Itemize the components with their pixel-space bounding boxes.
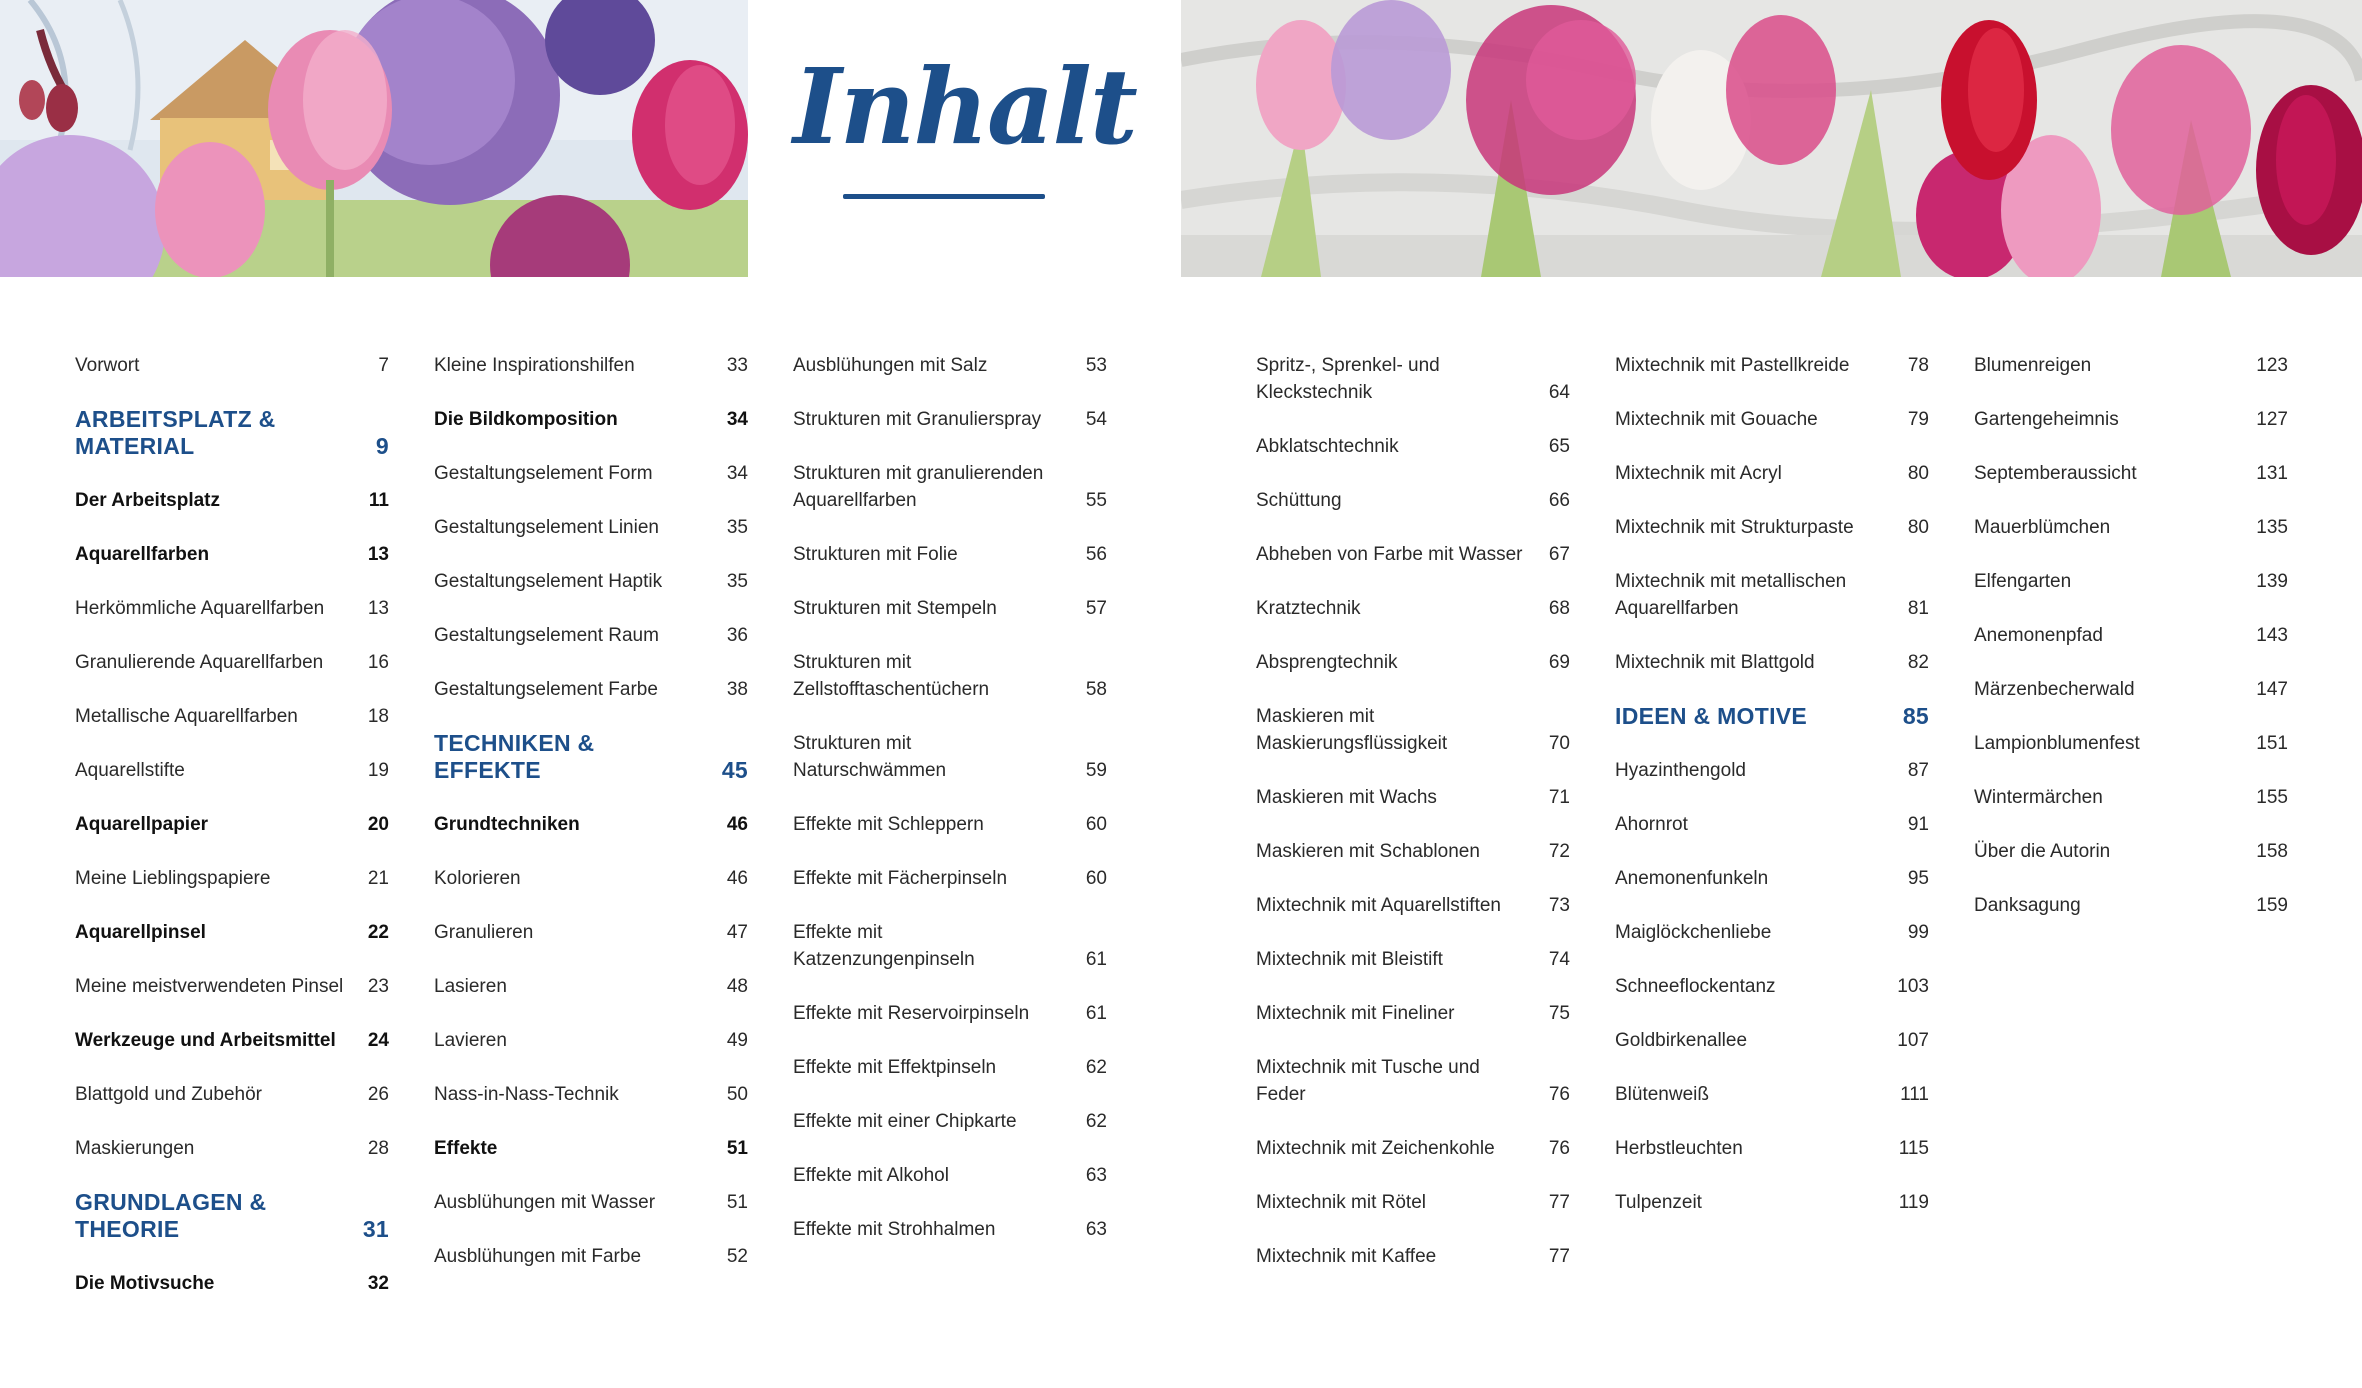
toc-entry [1256, 1000, 1570, 1027]
toc-entry-title: Aquarellpapier [75, 814, 209, 835]
toc-entry-title: Gestaltungselement Raum [434, 625, 659, 646]
toc-entry [434, 1027, 748, 1054]
toc-entry-page: 49 [726, 1030, 748, 1051]
toc-column-3 [793, 352, 1107, 1270]
toc-entry-title: Effekte mit Effektpinseln [793, 1057, 997, 1078]
toc-entry [1256, 541, 1570, 568]
toc-entry-title: Herbstleuchten [1615, 1138, 1743, 1159]
toc-entry [1615, 352, 1929, 379]
toc-entry-title: Danksagung [1974, 895, 2081, 916]
toc-entry-page: 36 [726, 625, 748, 646]
toc-entry [75, 649, 389, 676]
toc-entry [434, 676, 748, 703]
toc-entry-title: Effekte mit Katzenzungenpinseln [793, 922, 975, 970]
toc-entry [1256, 892, 1570, 919]
toc-entry-page: 73 [1548, 895, 1570, 916]
toc-entry [1974, 406, 2288, 433]
toc-entry-title: Anemonenfunkeln [1615, 868, 1769, 889]
toc-entry-page: 19 [367, 760, 389, 781]
toc-entry-page: 48 [726, 976, 748, 997]
toc-entry-title: Strukturen mit Stempeln [793, 598, 997, 619]
toc-entry-page: 23 [367, 976, 389, 997]
toc-entry-title: Kratztechnik [1256, 598, 1361, 619]
toc-entry [1615, 649, 1929, 676]
toc-entry-title: Lasieren [434, 976, 507, 997]
toc-entry-page: 59 [1085, 760, 1107, 781]
toc-entry-title: Gestaltungselement Linien [434, 517, 659, 538]
toc-entry-page: 135 [2256, 517, 2288, 538]
toc-entry-page: 159 [2256, 895, 2288, 916]
toc-entry-title: Ausblühungen mit Farbe [434, 1246, 642, 1267]
toc-entry [1974, 838, 2288, 865]
toc-entry [793, 352, 1107, 379]
toc-entry-page: 52 [726, 1246, 748, 1267]
toc-entry [75, 1081, 389, 1108]
toc-entry-page: 46 [726, 868, 748, 889]
toc-entry-page: 31 [362, 1216, 389, 1242]
toc-entry-page: 158 [2256, 841, 2288, 862]
toc-entry-page: 24 [367, 1030, 389, 1051]
toc-entry-page: 66 [1548, 490, 1570, 511]
toc-entry [793, 595, 1107, 622]
toc-entry-page: 18 [367, 706, 389, 727]
toc-entry-title: Schüttung [1256, 490, 1342, 511]
toc-entry-page: 131 [2256, 463, 2288, 484]
toc-column-6 [1974, 352, 2288, 946]
toc-entry-page: 72 [1548, 841, 1570, 862]
flower-illustration-right [1181, 0, 2362, 277]
toc-entry-page: 56 [1085, 544, 1107, 565]
toc-entry [793, 919, 1107, 973]
toc-entry-title: Meine Lieblingspapiere [75, 868, 271, 889]
toc-entry [434, 973, 748, 1000]
toc-entry [434, 352, 748, 379]
toc-entry-title: Mixtechnik mit Acryl [1615, 463, 1782, 484]
toc-entry-page: 95 [1907, 868, 1929, 889]
toc-entry-page: 34 [726, 463, 748, 484]
toc-entry-title: Mauerblümchen [1974, 517, 2111, 538]
toc-entry [75, 865, 389, 892]
toc-entry-title: Mixtechnik mit Kaffee [1256, 1246, 1437, 1267]
toc-entry-title: Abheben von Farbe mit Wasser [1256, 544, 1523, 565]
toc-entry-page: 60 [1085, 868, 1107, 889]
toc-entry-page: 63 [1085, 1219, 1107, 1240]
toc-entry-page: 60 [1085, 814, 1107, 835]
toc-entry [1974, 460, 2288, 487]
toc-entry [793, 1162, 1107, 1189]
toc-entry-title: Gartengeheimnis [1974, 409, 2119, 430]
toc-entry [1256, 946, 1570, 973]
toc-entry [1256, 1054, 1570, 1108]
toc-entry-page: 119 [1898, 1192, 1929, 1213]
toc-entry-title: Der Arbeitsplatz [75, 490, 220, 511]
toc-entry-page: 65 [1548, 436, 1570, 457]
toc-entry [1256, 433, 1570, 460]
toc-entry [1615, 811, 1929, 838]
toc-entry-page: 61 [1085, 1003, 1107, 1024]
toc-entry-page: 74 [1548, 949, 1570, 970]
toc-entry-page: 62 [1085, 1111, 1107, 1132]
toc-entry-page: 57 [1085, 598, 1107, 619]
toc-entry [1974, 676, 2288, 703]
toc-entry-title: Effekte mit Fächerpinseln [793, 868, 1008, 889]
toc-entry-page: 61 [1085, 949, 1107, 970]
toc-entry-page: 26 [367, 1084, 389, 1105]
toc-entry-page: 91 [1907, 814, 1929, 835]
toc-entry-page: 47 [726, 922, 748, 943]
toc-entry-page: 58 [1085, 679, 1107, 700]
toc-entry [75, 1270, 389, 1297]
toc-entry-title: Metallische Aquarellfarben [75, 706, 298, 727]
title-underline [843, 194, 1045, 199]
toc-entry [75, 1135, 389, 1162]
toc-entry-page: 35 [726, 571, 748, 592]
toc-entry [75, 487, 389, 514]
toc-entry-title: Strukturen mit granulierenden Aquarellfarben [793, 463, 1044, 511]
toc-entry-title: IDEEN & MOTIVE [1615, 703, 1808, 729]
toc-entry-title: Über die Autorin [1974, 841, 2111, 862]
toc-entry-title: Strukturen mit Zellstofftaschentüchern [793, 652, 990, 700]
toc-entry-title: Maiglöckchenliebe [1615, 922, 1772, 943]
toc-entry-title: Aquarellstifte [75, 760, 185, 781]
toc-entry-title: Blattgold und Zubehör [75, 1084, 262, 1105]
toc-entry-page: 77 [1548, 1246, 1570, 1267]
toc-entry-title: Lavieren [434, 1030, 507, 1051]
toc-entry [793, 1000, 1107, 1027]
flower-illustration-left [0, 0, 748, 277]
toc-entry-page: 55 [1085, 490, 1107, 511]
toc-entry [1256, 352, 1570, 406]
toc-entry-page: 51 [726, 1138, 748, 1159]
toc-entry-page: 79 [1907, 409, 1929, 430]
toc-entry-page: 46 [726, 814, 748, 835]
toc-entry-title: Blumenreigen [1974, 355, 2092, 376]
toc-entry-title: Effekte mit Reservoirpinseln [793, 1003, 1030, 1024]
toc-entry [1974, 622, 2288, 649]
toc-entry-page: 9 [375, 433, 389, 459]
toc-entry-title: Mixtechnik mit Fineliner [1256, 1003, 1455, 1024]
toc-entry-page: 143 [2256, 625, 2288, 646]
toc-entry [1615, 460, 1929, 487]
toc-entry-title: Mixtechnik mit Gouache [1615, 409, 1818, 430]
toc-entry [75, 541, 389, 568]
toc-entry-title: Mixtechnik mit Tusche und Feder [1256, 1057, 1480, 1105]
toc-entry-title: Lampionblumenfest [1974, 733, 2140, 754]
toc-entry-title: Maskierungen [75, 1138, 195, 1159]
toc-entry-page: 76 [1548, 1138, 1570, 1159]
toc-entry [434, 622, 748, 649]
toc-entry-title: Goldbirkenallee [1615, 1030, 1748, 1051]
toc-entry [75, 973, 389, 1000]
toc-entry-title: Herkömmliche Aquarellfarben [75, 598, 325, 619]
toc-entry-page: 33 [726, 355, 748, 376]
toc-section-heading [434, 730, 748, 784]
toc-entry-page: 123 [2256, 355, 2288, 376]
header-illustration-right [1181, 0, 2362, 277]
toc-section-heading [75, 1189, 389, 1243]
toc-entry-page: 63 [1085, 1165, 1107, 1186]
toc-entry-title: Gestaltungselement Haptik [434, 571, 663, 592]
toc-entry-page: 64 [1548, 382, 1570, 403]
toc-entry-title: Mixtechnik mit Bleistift [1256, 949, 1443, 970]
toc-entry-page: 155 [2256, 787, 2288, 808]
toc-entry [434, 919, 748, 946]
toc-entry-title: Nass-in-Nass-Technik [434, 1084, 619, 1105]
toc-entry [75, 703, 389, 730]
toc-entry-page: 70 [1548, 733, 1570, 754]
toc-entry [1615, 406, 1929, 433]
toc-entry-page: 32 [367, 1273, 389, 1294]
toc-entry-page: 76 [1548, 1084, 1570, 1105]
toc-entry-title: Maskieren mit Schablonen [1256, 841, 1480, 862]
toc-entry-title: Strukturen mit Naturschwämmen [793, 733, 947, 781]
toc-entry-page: 127 [2256, 409, 2288, 430]
toc-entry-page: 68 [1548, 598, 1570, 619]
toc-entry [1256, 595, 1570, 622]
toc-entry-page: 85 [1902, 703, 1929, 729]
toc-entry-title: Anemonenpfad [1974, 625, 2103, 646]
toc-entry [75, 919, 389, 946]
toc-entry-title: Mixtechnik mit Pastellkreide [1615, 355, 1850, 376]
toc-entry-title: Die Motivsuche [75, 1273, 215, 1294]
toc-entry-page: 34 [726, 409, 748, 430]
toc-entry [75, 352, 389, 379]
toc-entry-title: Ahornrot [1615, 814, 1688, 835]
toc-entry-title: Elfengarten [1974, 571, 2072, 592]
toc-entry-title: Mixtechnik mit metallischen Aquarellfarben [1615, 571, 1847, 619]
toc-entry [1256, 1243, 1570, 1270]
toc-entry-page: 103 [1897, 976, 1929, 997]
toc-entry-title: Aquarellpinsel [75, 922, 206, 943]
toc-entry [434, 1081, 748, 1108]
toc-entry-title: Grundtechniken [434, 814, 580, 835]
toc-entry-title: Ausblühungen mit Salz [793, 355, 988, 376]
toc-entry-page: 75 [1548, 1003, 1570, 1024]
header-illustration-left [0, 0, 748, 277]
toc-entry-page: 11 [368, 490, 389, 511]
toc-entry [1256, 784, 1570, 811]
toc-entry-title: Ausblühungen mit Wasser [434, 1192, 656, 1213]
toc-entry [1256, 487, 1570, 514]
toc-entry [1615, 973, 1929, 1000]
toc-entry-title: Märzenbecherwald [1974, 679, 2135, 700]
toc-column-2 [434, 352, 748, 1297]
toc-entry [1615, 919, 1929, 946]
toc-entry-title: Blütenweiß [1615, 1084, 1709, 1105]
toc-entry-page: 21 [367, 868, 389, 889]
toc-entry [1974, 892, 2288, 919]
toc-entry-page: 35 [726, 517, 748, 538]
toc-entry-page: 111 [1900, 1084, 1929, 1105]
toc-entry-title: Effekte mit einer Chipkarte [793, 1111, 1017, 1132]
toc-entry-page: 45 [721, 757, 748, 783]
toc-entry-title: Schneeflockentanz [1615, 976, 1776, 997]
toc-entry-page: 16 [367, 652, 389, 673]
toc-entry-title: Effekte [434, 1138, 498, 1159]
toc-entry [434, 1135, 748, 1162]
toc-entry-page: 151 [2256, 733, 2288, 754]
toc-entry-title: ARBEITSPLATZ & MATERIAL [75, 406, 276, 459]
toc-entry [1256, 649, 1570, 676]
toc-entry-title: Hyazinthengold [1615, 760, 1746, 781]
toc-entry [434, 514, 748, 541]
toc-entry [434, 865, 748, 892]
toc-entry [793, 865, 1107, 892]
toc-entry-title: Mixtechnik mit Blattgold [1615, 652, 1815, 673]
toc-entry-title: Meine meistverwendeten Pinsel [75, 976, 344, 997]
toc-entry [793, 1216, 1107, 1243]
toc-entry-page: 77 [1548, 1192, 1570, 1213]
toc-entry-page: 69 [1548, 652, 1570, 673]
toc-entry-page: 78 [1907, 355, 1929, 376]
toc-entry-title: Aquarellfarben [75, 544, 210, 565]
toc-entry-title: TECHNIKEN & EFFEKTE [434, 730, 595, 783]
toc-entry [1974, 514, 2288, 541]
toc-entry [434, 811, 748, 838]
toc-entry [1615, 514, 1929, 541]
toc-entry [1974, 730, 2288, 757]
toc-entry-title: Werkzeuge und Arbeitsmittel [75, 1030, 336, 1051]
toc-entry-title: Effekte mit Strohhalmen [793, 1219, 996, 1240]
toc-entry-title: Mixtechnik mit Zeichenkohle [1256, 1138, 1495, 1159]
toc-entry-page: 115 [1898, 1138, 1929, 1159]
toc-entry [1256, 703, 1570, 757]
toc-entry-page: 50 [726, 1084, 748, 1105]
toc-section-heading [1615, 703, 1929, 730]
toc-entry [793, 541, 1107, 568]
toc-entry-title: Vorwort [75, 355, 140, 376]
toc-entry [434, 460, 748, 487]
toc-entry-title: Spritz-, Sprenkel- und Kleckstechnik [1256, 355, 1440, 403]
toc-entry-page: 54 [1085, 409, 1107, 430]
toc-entry-title: Kleine Inspirationshilfen [434, 355, 635, 376]
toc-entry-page: 22 [367, 922, 389, 943]
toc-entry-page: 80 [1907, 463, 1929, 484]
toc-section-heading [75, 406, 389, 460]
toc-entry [1974, 784, 2288, 811]
toc-entry-page: 107 [1897, 1030, 1929, 1051]
toc-entry [1615, 1135, 1929, 1162]
toc-column-5 [1615, 352, 1929, 1243]
toc-entry-title: Absprengtechnik [1256, 652, 1398, 673]
toc-entry-page: 28 [367, 1138, 389, 1159]
toc-entry [1974, 352, 2288, 379]
toc-entry-title: Gestaltungselement Farbe [434, 679, 658, 700]
toc-entry [434, 1189, 748, 1216]
toc-entry-page: 139 [2256, 571, 2288, 592]
toc-entry-page: 51 [726, 1192, 748, 1213]
toc-entry-page: 99 [1907, 922, 1929, 943]
toc-entry-title: Maskieren mit Wachs [1256, 787, 1437, 808]
toc-entry-page: 38 [726, 679, 748, 700]
toc-entry [1974, 568, 2288, 595]
toc-entry-title: Tulpenzeit [1615, 1192, 1702, 1213]
toc-entry [793, 1054, 1107, 1081]
toc-entry [1615, 1189, 1929, 1216]
toc-entry-page: 13 [367, 598, 389, 619]
toc-entry-title: Kolorieren [434, 868, 521, 889]
toc-entry-page: 87 [1907, 760, 1929, 781]
toc-entry-title: Abklatschtechnik [1256, 436, 1399, 457]
toc-entry [1256, 1189, 1570, 1216]
toc-entry [75, 595, 389, 622]
toc-entry [793, 649, 1107, 703]
toc-entry [434, 568, 748, 595]
toc-entry-title: Granulieren [434, 922, 534, 943]
toc-entry [1615, 568, 1929, 622]
toc-entry-page: 82 [1907, 652, 1929, 673]
toc-entry-title: Strukturen mit Folie [793, 544, 958, 565]
toc-entry [793, 1108, 1107, 1135]
toc-entry-title: Die Bildkomposition [434, 409, 618, 430]
toc-entry-title: Mixtechnik mit Aquarellstiften [1256, 895, 1501, 916]
toc-entry [1615, 1081, 1929, 1108]
toc-entry-page: 71 [1548, 787, 1570, 808]
toc-entry-page: 53 [1085, 355, 1107, 376]
toc-entry-title: Effekte mit Alkohol [793, 1165, 949, 1186]
toc-entry [793, 730, 1107, 784]
toc-entry-title: Septemberaussicht [1974, 463, 2137, 484]
toc-entry [434, 1243, 748, 1270]
toc-entry-page: 20 [367, 814, 389, 835]
toc-column-1 [75, 352, 389, 1324]
toc-entry-title: Maskieren mit Maskierungsflüssigkeit [1256, 706, 1448, 754]
toc-entry-page: 13 [367, 544, 389, 565]
toc-column-4 [1256, 352, 1570, 1297]
toc-entry-title: Mixtechnik mit Strukturpaste [1615, 517, 1854, 538]
toc-entry [1615, 757, 1929, 784]
toc-entry [75, 1027, 389, 1054]
toc-entry-title: Wintermärchen [1974, 787, 2103, 808]
toc-entry [1615, 1027, 1929, 1054]
toc-entry [434, 406, 748, 433]
toc-entry-title: GRUNDLAGEN & THEORIE [75, 1189, 267, 1242]
toc-entry-title: Effekte mit Schleppern [793, 814, 984, 835]
toc-entry [1256, 1135, 1570, 1162]
toc-entry [75, 811, 389, 838]
toc-entry-page: 81 [1907, 598, 1929, 619]
toc-entry-page: 147 [2256, 679, 2288, 700]
toc-entry-page: 7 [378, 355, 389, 376]
toc-entry [793, 406, 1107, 433]
toc-entry [1615, 865, 1929, 892]
toc-entry [75, 757, 389, 784]
toc-entry-page: 62 [1085, 1057, 1107, 1078]
toc-entry [1256, 838, 1570, 865]
toc-entry-title: Strukturen mit Granulierspray [793, 409, 1042, 430]
toc-entry [793, 460, 1107, 514]
toc-entry [793, 811, 1107, 838]
toc-entry-title: Granulierende Aquarellfarben [75, 652, 324, 673]
toc-entry-page: 80 [1907, 517, 1929, 538]
toc-entry-page: 67 [1548, 544, 1570, 565]
toc-entry-title: Mixtechnik mit Rötel [1256, 1192, 1426, 1213]
toc-entry-title: Gestaltungselement Form [434, 463, 653, 484]
page-title: Inhalt [793, 45, 1136, 168]
